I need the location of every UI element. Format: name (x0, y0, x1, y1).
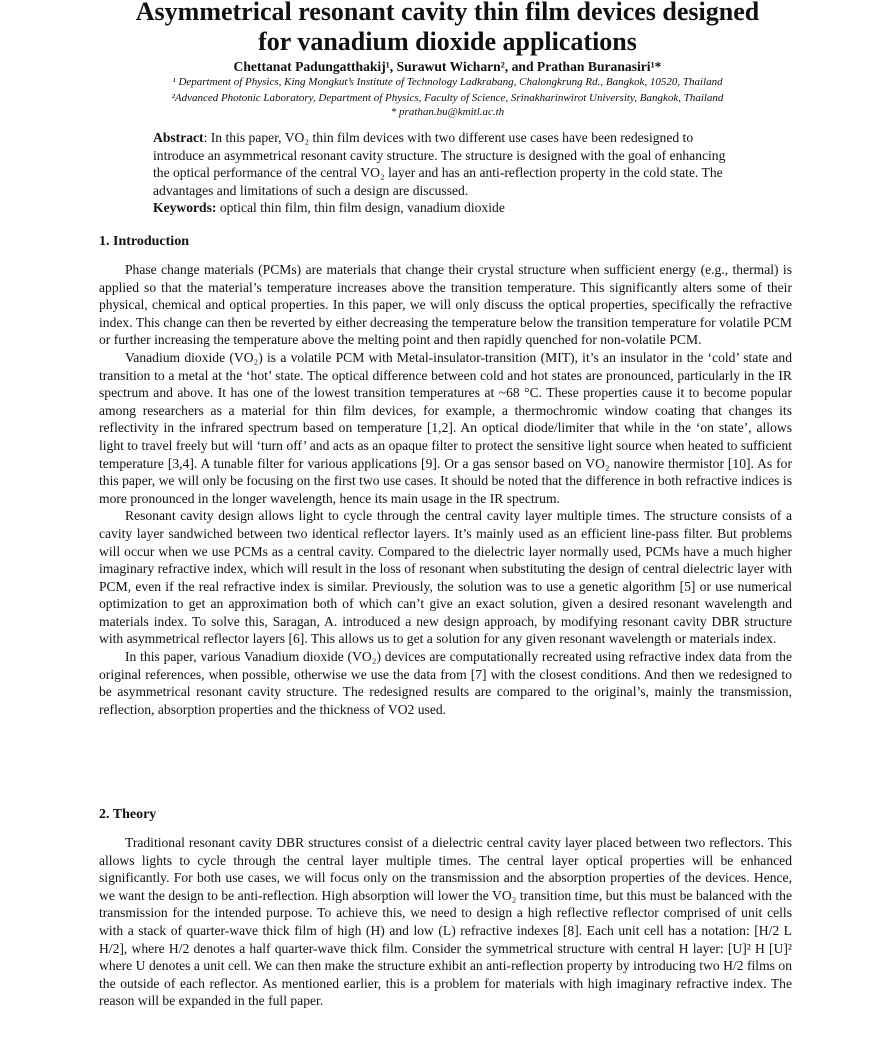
paragraph: Traditional resonant cavity DBR structures consist of a dielectric central cavity layer placed between two reflectors. This allows lights to cycle through the central layer multiple times. The central layer optical properties will be enhanced significantly. For both use cases, we will focus only on the transmission and the absorption properties of the devices. Hence, we want the design to be anti-reflection. High absorption will lower the VO₂ transition time, but this must be balanced with the transmission for the intended purpose. To achieve this, we need to design a high reflective reflector comprised of unit cells with a stack of quarter-wave thick film of high (H) and low (L) refractive indexes [8]. Each unit cell has a notation: [H/2 L H/2], where H/2 denotes a half quarter-wave thick film. Consider the symmetrical structure with central H layer: [U]² H [U]² where U denotes a unit cell. We can then make the structure exhibit an anti-reflection property by introducing two H/2 films on the outside of each reflector. As mentioned earlier, this is a problem for materials with high imaginary refractive index. The reason will be expanded in the full paper. (99, 835, 792, 1009)
keywords-label: Keywords: (153, 200, 217, 215)
section-heading-theory: 2. Theory (99, 807, 157, 822)
paragraph: Vanadium dioxide (VO₂) is a volatile PCM with Metal-insulator-transition (MIT), it’s an insulator in the ‘cold’ state and transition to a metal at the ‘hot’ state. The optical difference between cold and hot states are pronounced, particularly in the IR spectrum and above. It has one of the lowest transition temperatures at ~68 °C. These properties cause it to become popular among researchers as a material for thin film devices, for example, a thermochromic window coating that changes its reflectivity in the infrared spectrum based on temperature [1,2]. An optical diode/limiter that while in the ‘on state’, allows light to travel freely but will ‘turn off’ and acts as an opaque filter to protect the sensitive light source when heated to sufficient temperature [3,4]. A tunable filter for various applications [9]. Or a gas sensor based on VO₂ nanowire thermistor [10]. As for this paper, we will only be focusing on the first two use cases. It should be noted that the difference in both refractive indices is more pronounced in the longer wavelength, hence its main usage in the IR spectrum. (99, 349, 792, 506)
introduction-body (99, 261, 792, 718)
author-list: Chettanat Padungatthakij¹, Surawut Wicharn², and Prathan Buranasiri¹* (233, 59, 662, 74)
abstract-label: Abstract (153, 130, 204, 145)
abstract-block (153, 129, 743, 217)
keywords-text: optical thin film, thin film design, vanadium dioxide (216, 200, 505, 215)
abstract-text: : In this paper, VO₂ thin film devices with two different use cases have been redesigned to introduce an asymmetrical resonant cavity structure. The structure is designed with the goal of enhancing the optical performance of the central VO₂ layer and has an anti-reflection property in the cold state. The advantages and limitations of such a design are discussed. (153, 130, 726, 198)
paragraph: Resonant cavity design allows light to cycle through the central cavity layer multiple times. The structure consists of a cavity layer sandwiched between two identical reflector layers. It’s mainly used as an efficient line-pass filter. But problems will occur when we use PCMs as a central cavity. Compared to the dielectric layer normally used, PCMs have a much higher imaginary refractive index, which will result in the loss of resonant when substituting the design of central dielectric layer with PCM, even if the real refractive index is similar. Previously, the solution was to use a genetic algorithm [5] or use numerical optimization to get an approximation both of which can’t give an exact solution, given a desired resonant wavelength and materials index. To solve this, Saragan, A. introduced a new design approach, by modifying resonant cavity DBR structure with asymmetrical reflector layers [6]. This allows us to get a solution for any given resonant wavelength or materials index. (99, 508, 792, 647)
paragraph: In this paper, various Vanadium dioxide (VO₂) devices are computationally recreated using refractive index data from the original references, when possible, otherwise we use the data from [7] with the closest conditions. And then we redesigned to be asymmetrical resonant cavity structure. The redesigned results are compared to the original’s, mainly the transmission, reflection, absorption properties and the thickness of VO2 used. (99, 649, 792, 717)
title-line-1: Asymmetrical resonant cavity thin film devices designed (135, 0, 760, 26)
paper-title (0, 0, 895, 57)
title-line-2: for vanadium dioxide applications (258, 27, 637, 56)
affiliation-1: ¹ Department of Physics, King Mongkut’s Institute of Technology Ladkrabang, Chalongkrung Rd., Bangkok, 10520, Thailand (172, 76, 723, 88)
affiliation-2: ²Advanced Photonic Laboratory, Department of Physics, Faculty of Science, Srinakharinwirot University, Bangkok, Thailand (171, 92, 724, 104)
corresponding-email: * prathan.bu@kmitl.ac.th (390, 106, 505, 118)
theory-body (99, 834, 792, 1010)
section-heading-introduction: 1. Introduction (99, 234, 189, 249)
paragraph: Phase change materials (PCMs) are materials that change their crystal structure when sufficient energy (e.g., thermal) is applied so that the material’s temperature increases above the transition temperature. This significantly alters some of their physical, chemical and optical properties. In this paper, we will only discuss the optical properties, specifically the refractive index. This change can then be reverted by either decreasing the temperature below the transition temperature for volatile PCM or further increasing the temperature above the melting point and then rapidly quenched for non-volatile PCM. (99, 262, 792, 348)
